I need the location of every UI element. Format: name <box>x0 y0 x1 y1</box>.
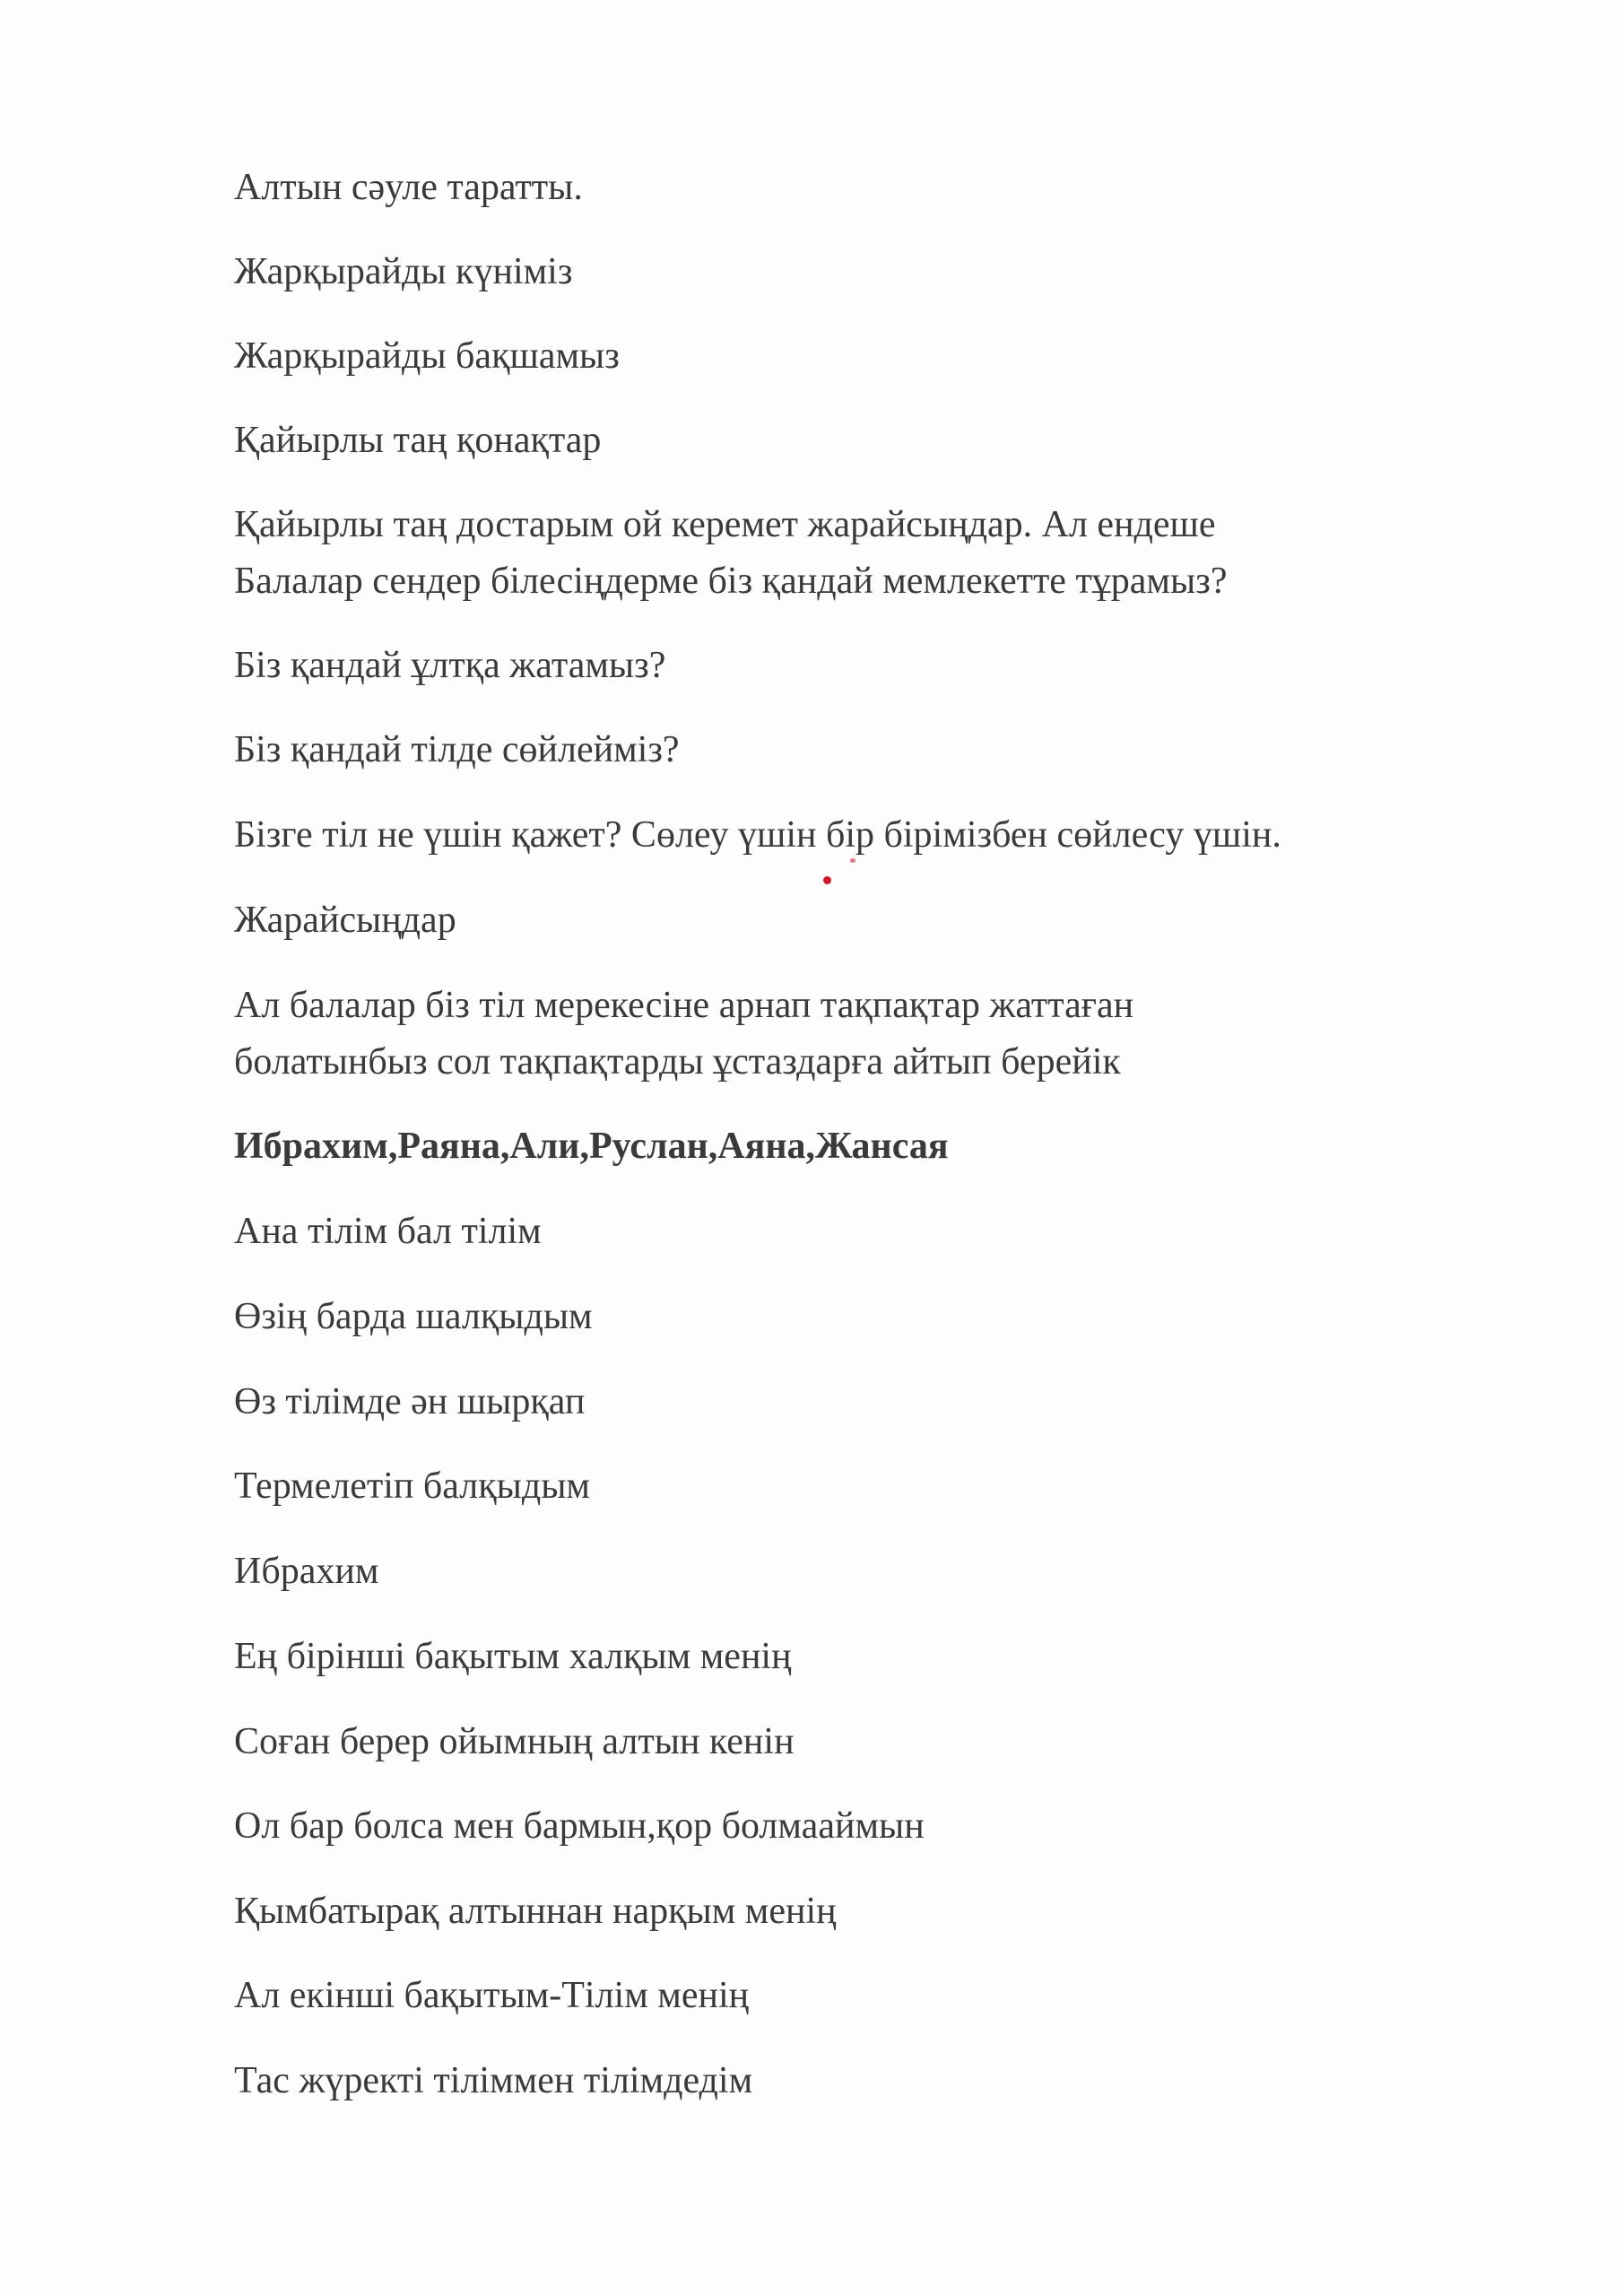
text-line-20: Соған берер ойымның алтын кенін <box>234 1721 795 1762</box>
text-line-7: Біз қандай ұлтқа жатамыз? <box>234 645 666 686</box>
text-line-4: Қайырлы таң қонақтар <box>234 420 602 461</box>
text-line-22: Қымбатырақ алтыннан нарқым менің <box>234 1891 837 1932</box>
text-line-6: Балалар сендер білесіңдерме біз қандай мемлекетте тұрамыз? <box>234 561 1228 602</box>
text-line-14: Ана тілім бал тілім <box>234 1211 542 1252</box>
ink-speck <box>823 876 831 884</box>
text-line-10: Жарайсыңдар <box>234 900 456 941</box>
text-line-17: Термелетіп балқыдым <box>234 1465 591 1507</box>
text-line-23: Ал екінші бақытым-Тілім менің <box>234 1975 750 2016</box>
speaker-names: Ибрахим,Раяна,Али,Руслан,Аяна,Жансая <box>234 1126 949 1167</box>
text-line-9: Бізге тіл не үшін қажет? Сөлеу үшін бір бірімізбен сөйлесу үшін. <box>234 814 1281 856</box>
text-line-11: Ал балалар біз тіл мерекесіне арнап тақпақтар жаттаған <box>234 985 1134 1026</box>
ink-speck-faint <box>850 858 855 863</box>
text-line-21: Ол бар болса мен бармын,қор болмааймын <box>234 1805 925 1847</box>
text-line-15: Өзің барда шалқыдым <box>234 1296 593 1337</box>
text-line-8: Біз қандай тілде сөйлейміз? <box>234 729 680 770</box>
text-line-18: Ибрахим <box>234 1551 379 1592</box>
text-line-2: Жарқырайды күніміз <box>234 251 573 292</box>
text-line-24: Тас жүректі тіліммен тілімдедім <box>234 2060 753 2101</box>
text-line-19: Ең бірінші бақытым халқым менің <box>234 1636 792 1677</box>
text-line-1: Алтын сәуле таратты. <box>234 167 583 208</box>
text-line-5: Қайырлы таң достарым ой керемет жарайсыңдар. Ал ендеше <box>234 504 1216 545</box>
text-line-16: Өз тілімде ән шырқап <box>234 1381 586 1422</box>
text-line-3: Жарқырайды бақшамыз <box>234 335 620 377</box>
text-line-12: болатынбыз сол тақпақтарды ұстаздарға айтып берейік <box>234 1041 1121 1083</box>
